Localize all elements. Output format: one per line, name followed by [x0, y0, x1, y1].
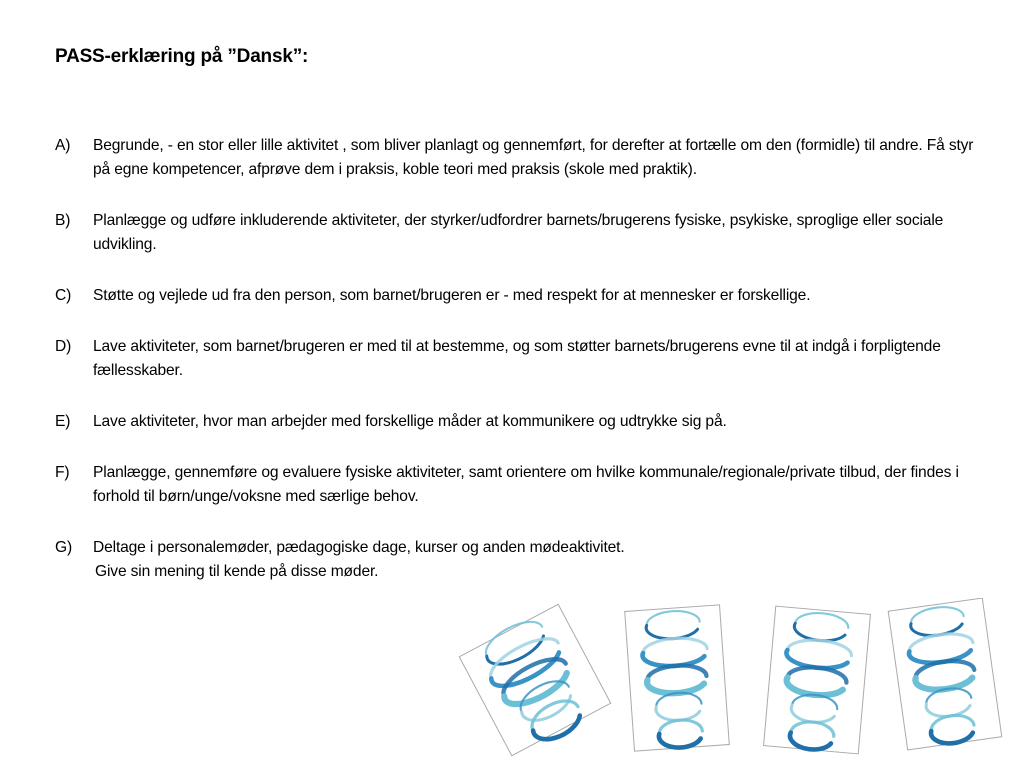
spiral-tile-2	[625, 605, 730, 751]
criteria-list	[55, 134, 975, 611]
list-item-text: Lave aktiviteter, hvor man arbejder med forskellige måder at kommunikere og udtrykke sig på.	[93, 413, 727, 430]
list-item	[55, 134, 975, 182]
list-item-text: Planlægge, gennemføre og evaluere fysiske aktiviteter, samt orientere om hvilke kommunale/regionale/private tilbud, der findes i forhold til børn/unge/voksne med særlige behov.	[93, 464, 959, 505]
page-title: PASS-erklæring på ”Dansk”:	[55, 46, 309, 67]
list-marker: G)	[55, 539, 73, 556]
list-item	[55, 209, 975, 257]
tile-frame	[625, 605, 730, 751]
list-item-text: Planlægge og udføre inkluderende aktiviteter, der styrker/udfordrer barnets/brugerens fysiske, psykiske, sproglige eller sociale udvikling.	[93, 212, 944, 253]
list-marker: B)	[55, 212, 71, 229]
list-item	[55, 410, 975, 434]
spiral-decoration	[455, 598, 1015, 763]
list-item-text	[93, 536, 975, 584]
tile-frame	[888, 598, 1002, 750]
list-item	[55, 461, 975, 509]
list-item-text: Lave aktiviteter, som barnet/brugeren er med til at bestemme, og som støtter barnets/brugerens evne til at indgå i forpligtende fællesskaber.	[93, 338, 941, 379]
list-item-text: Begrunde, - en stor eller lille aktivitet , som bliver planlagt og gennemført, for derefter at fortælle om den (formidle) til andre. Få styr på egne kompetencer, afprøve dem i praksis, koble teori med praksis (skole med praktik).	[93, 137, 974, 178]
list-item-subline: Give sin mening til kende på disse møder.	[95, 563, 379, 580]
spiral-tile-3	[764, 606, 871, 754]
spiral-tile-1	[458, 602, 613, 760]
list-marker: D)	[55, 338, 72, 355]
tile-frame	[764, 606, 871, 754]
list-item	[55, 335, 975, 383]
list-marker: C)	[55, 287, 72, 304]
list-marker: F)	[55, 464, 70, 481]
list-marker: A)	[55, 137, 71, 154]
list-item	[55, 536, 975, 584]
list-item-line: Deltage i personalemøder, pædagogiske dage, kurser og anden mødeaktivitet.	[93, 539, 625, 556]
spiral-tile-4	[888, 598, 1002, 750]
list-marker: E)	[55, 413, 71, 430]
list-item	[55, 284, 975, 308]
list-item-text: Støtte og vejlede ud fra den person, som barnet/brugeren er - med respekt for at mennesker er forskellige.	[93, 287, 811, 304]
